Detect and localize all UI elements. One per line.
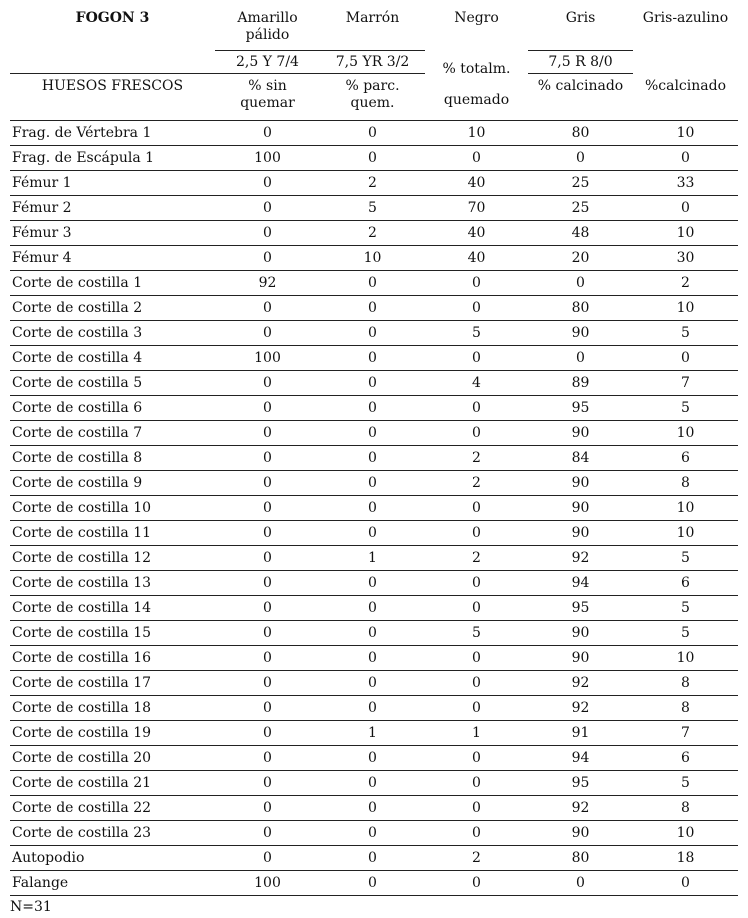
cell-sin-quemar: 0 bbox=[215, 371, 320, 396]
cell-parc-quem: 0 bbox=[320, 521, 425, 546]
cell-calcinado-azulino: 7 bbox=[633, 371, 738, 396]
header-color-amarillo: Amarillo pálido bbox=[237, 10, 298, 43]
cell-totalm-quemado: 0 bbox=[425, 271, 528, 296]
cell-sin-quemar: 100 bbox=[215, 871, 320, 896]
table-row bbox=[10, 196, 738, 221]
cell-calcinado-azulino: 5 bbox=[633, 321, 738, 346]
cell-totalm-quemado: 0 bbox=[425, 671, 528, 696]
cell-parc-quem: 0 bbox=[320, 596, 425, 621]
cell-calcinado-azulino: 6 bbox=[633, 571, 738, 596]
cell-sin-quemar: 0 bbox=[215, 621, 320, 646]
measure-sin-quemar: % sin quemar bbox=[240, 78, 295, 111]
table-row bbox=[10, 121, 738, 146]
sample-size-note: N=31 bbox=[10, 899, 52, 915]
cell-sin-quemar: 0 bbox=[215, 596, 320, 621]
table-row bbox=[10, 821, 738, 846]
table-row bbox=[10, 346, 738, 371]
table-row bbox=[10, 646, 738, 671]
row-label: Corte de costilla 3 bbox=[10, 321, 215, 346]
cell-calcinado: 0 bbox=[528, 146, 633, 171]
measure-calcinado: % calcinado bbox=[537, 78, 624, 94]
table-row bbox=[10, 146, 738, 171]
cell-calcinado-azulino: 8 bbox=[633, 696, 738, 721]
cell-calcinado: 95 bbox=[528, 396, 633, 421]
cell-sin-quemar: 0 bbox=[215, 746, 320, 771]
cell-calcinado-azulino: 8 bbox=[633, 671, 738, 696]
cell-parc-quem: 0 bbox=[320, 296, 425, 321]
row-label: Frag. de Vértebra 1 bbox=[10, 121, 215, 146]
table-row bbox=[10, 721, 738, 746]
row-label: Falange bbox=[10, 871, 215, 896]
cell-calcinado-azulino: 0 bbox=[633, 871, 738, 896]
cell-calcinado-azulino: 6 bbox=[633, 746, 738, 771]
cell-totalm-quemado: 5 bbox=[425, 321, 528, 346]
table-row bbox=[10, 596, 738, 621]
cell-parc-quem: 0 bbox=[320, 671, 425, 696]
cell-totalm-quemado: 2 bbox=[425, 471, 528, 496]
cell-sin-quemar: 0 bbox=[215, 296, 320, 321]
measure-calcinado-azulino: %calcinado bbox=[644, 78, 727, 94]
table-row bbox=[10, 371, 738, 396]
cell-calcinado-azulino: 5 bbox=[633, 396, 738, 421]
cell-calcinado-azulino: 10 bbox=[633, 421, 738, 446]
cell-parc-quem: 0 bbox=[320, 621, 425, 646]
row-label: Corte de costilla 8 bbox=[10, 446, 215, 471]
table-row bbox=[10, 246, 738, 271]
row-label: Corte de costilla 6 bbox=[10, 396, 215, 421]
cell-calcinado-azulino: 10 bbox=[633, 646, 738, 671]
cell-calcinado-azulino: 18 bbox=[633, 846, 738, 871]
header-rule-gris bbox=[528, 50, 633, 51]
header-rule-left bbox=[215, 50, 425, 51]
cell-parc-quem: 2 bbox=[320, 221, 425, 246]
cell-parc-quem: 1 bbox=[320, 721, 425, 746]
header-color-gris: Gris bbox=[565, 10, 596, 26]
cell-calcinado: 92 bbox=[528, 671, 633, 696]
row-label: Corte de costilla 20 bbox=[10, 746, 215, 771]
row-label: Corte de costilla 11 bbox=[10, 521, 215, 546]
cell-calcinado: 90 bbox=[528, 421, 633, 446]
cell-calcinado: 95 bbox=[528, 771, 633, 796]
cell-sin-quemar: 0 bbox=[215, 196, 320, 221]
row-label: Corte de costilla 5 bbox=[10, 371, 215, 396]
cell-parc-quem: 0 bbox=[320, 746, 425, 771]
row-label: Corte de costilla 22 bbox=[10, 796, 215, 821]
cell-totalm-quemado: 70 bbox=[425, 196, 528, 221]
cell-sin-quemar: 0 bbox=[215, 171, 320, 196]
cell-calcinado: 80 bbox=[528, 846, 633, 871]
cell-parc-quem: 0 bbox=[320, 871, 425, 896]
table-row bbox=[10, 296, 738, 321]
cell-calcinado-azulino: 10 bbox=[633, 121, 738, 146]
cell-calcinado: 90 bbox=[528, 321, 633, 346]
table-row bbox=[10, 321, 738, 346]
cell-parc-quem: 5 bbox=[320, 196, 425, 221]
table-row bbox=[10, 496, 738, 521]
cell-sin-quemar: 0 bbox=[215, 846, 320, 871]
cell-calcinado: 94 bbox=[528, 571, 633, 596]
cell-calcinado-azulino: 10 bbox=[633, 296, 738, 321]
cell-calcinado-azulino: 8 bbox=[633, 796, 738, 821]
data-table bbox=[10, 121, 738, 896]
cell-parc-quem: 10 bbox=[320, 246, 425, 271]
table-row bbox=[10, 446, 738, 471]
cell-sin-quemar: 0 bbox=[215, 246, 320, 271]
cell-calcinado-azulino: 10 bbox=[633, 821, 738, 846]
cell-sin-quemar: 0 bbox=[215, 771, 320, 796]
cell-calcinado-azulino: 0 bbox=[633, 146, 738, 171]
cell-totalm-quemado: 0 bbox=[425, 696, 528, 721]
cell-calcinado: 84 bbox=[528, 446, 633, 471]
table-row bbox=[10, 571, 738, 596]
section-label: HUESOS FRESCOS bbox=[41, 78, 184, 94]
header-color-negro: Negro bbox=[454, 10, 499, 26]
cell-totalm-quemado: 2 bbox=[425, 546, 528, 571]
cell-calcinado: 90 bbox=[528, 621, 633, 646]
cell-totalm-quemado: 0 bbox=[425, 421, 528, 446]
row-label: Corte de costilla 10 bbox=[10, 496, 215, 521]
row-label: Corte de costilla 12 bbox=[10, 546, 215, 571]
row-label: Corte de costilla 13 bbox=[10, 571, 215, 596]
row-label: Corte de costilla 9 bbox=[10, 471, 215, 496]
cell-calcinado: 95 bbox=[528, 596, 633, 621]
cell-calcinado: 90 bbox=[528, 646, 633, 671]
cell-calcinado: 89 bbox=[528, 371, 633, 396]
cell-totalm-quemado: 0 bbox=[425, 796, 528, 821]
table-row bbox=[10, 396, 738, 421]
row-label: Corte de costilla 1 bbox=[10, 271, 215, 296]
cell-calcinado: 80 bbox=[528, 121, 633, 146]
row-label: Corte de costilla 15 bbox=[10, 621, 215, 646]
row-label: Corte de costilla 21 bbox=[10, 771, 215, 796]
cell-calcinado-azulino: 7 bbox=[633, 721, 738, 746]
table-row bbox=[10, 696, 738, 721]
cell-parc-quem: 0 bbox=[320, 846, 425, 871]
table-row bbox=[10, 846, 738, 871]
cell-totalm-quemado: 2 bbox=[425, 846, 528, 871]
cell-totalm-quemado: 0 bbox=[425, 296, 528, 321]
cell-totalm-quemado: 5 bbox=[425, 621, 528, 646]
table-row bbox=[10, 671, 738, 696]
cell-sin-quemar: 0 bbox=[215, 546, 320, 571]
cell-calcinado-azulino: 33 bbox=[633, 171, 738, 196]
cell-parc-quem: 0 bbox=[320, 396, 425, 421]
cell-parc-quem: 0 bbox=[320, 346, 425, 371]
row-label: Corte de costilla 7 bbox=[10, 421, 215, 446]
cell-totalm-quemado: 4 bbox=[425, 371, 528, 396]
cell-calcinado: 90 bbox=[528, 496, 633, 521]
cell-sin-quemar: 0 bbox=[215, 821, 320, 846]
cell-calcinado: 94 bbox=[528, 746, 633, 771]
cell-calcinado-azulino: 6 bbox=[633, 446, 738, 471]
cell-parc-quem: 0 bbox=[320, 771, 425, 796]
header-rule-main-left bbox=[10, 73, 425, 74]
cell-calcinado-azulino: 30 bbox=[633, 246, 738, 271]
cell-sin-quemar: 0 bbox=[215, 796, 320, 821]
cell-sin-quemar: 0 bbox=[215, 671, 320, 696]
cell-sin-quemar: 0 bbox=[215, 496, 320, 521]
measure-parc-quem: % parc. quem. bbox=[345, 78, 400, 111]
row-label: Fémur 1 bbox=[10, 171, 215, 196]
cell-totalm-quemado: 0 bbox=[425, 346, 528, 371]
cell-sin-quemar: 0 bbox=[215, 646, 320, 671]
header-rule-main-gris bbox=[528, 73, 633, 74]
cell-sin-quemar: 0 bbox=[215, 721, 320, 746]
row-label: Corte de costilla 17 bbox=[10, 671, 215, 696]
row-label: Corte de costilla 4 bbox=[10, 346, 215, 371]
cell-sin-quemar: 0 bbox=[215, 121, 320, 146]
cell-calcinado-azulino: 10 bbox=[633, 221, 738, 246]
cell-calcinado: 92 bbox=[528, 546, 633, 571]
cell-sin-quemar: 0 bbox=[215, 571, 320, 596]
cell-calcinado-azulino: 5 bbox=[633, 596, 738, 621]
cell-totalm-quemado: 0 bbox=[425, 821, 528, 846]
table-row bbox=[10, 796, 738, 821]
cell-calcinado: 90 bbox=[528, 471, 633, 496]
cell-calcinado: 91 bbox=[528, 721, 633, 746]
cell-totalm-quemado: 40 bbox=[425, 246, 528, 271]
cell-calcinado: 0 bbox=[528, 346, 633, 371]
cell-calcinado-azulino: 5 bbox=[633, 621, 738, 646]
row-label: Fémur 4 bbox=[10, 246, 215, 271]
cell-sin-quemar: 100 bbox=[215, 146, 320, 171]
cell-parc-quem: 2 bbox=[320, 171, 425, 196]
cell-sin-quemar: 0 bbox=[215, 421, 320, 446]
measure-totalm-quemado: % totalm. quemado bbox=[442, 61, 511, 108]
table-header bbox=[10, 8, 738, 121]
cell-totalm-quemado: 1 bbox=[425, 721, 528, 746]
cell-totalm-quemado: 2 bbox=[425, 446, 528, 471]
cell-calcinado-azulino: 2 bbox=[633, 271, 738, 296]
row-label: Corte de costilla 18 bbox=[10, 696, 215, 721]
cell-parc-quem: 0 bbox=[320, 571, 425, 596]
cell-parc-quem: 0 bbox=[320, 321, 425, 346]
cell-parc-quem: 0 bbox=[320, 446, 425, 471]
table-row bbox=[10, 421, 738, 446]
table-row bbox=[10, 271, 738, 296]
cell-calcinado: 48 bbox=[528, 221, 633, 246]
table-row bbox=[10, 521, 738, 546]
table-row bbox=[10, 171, 738, 196]
cell-calcinado: 0 bbox=[528, 871, 633, 896]
cell-totalm-quemado: 0 bbox=[425, 771, 528, 796]
table-row bbox=[10, 871, 738, 896]
header-color-marron: Marrón bbox=[345, 10, 400, 26]
cell-calcinado: 90 bbox=[528, 821, 633, 846]
cell-parc-quem: 0 bbox=[320, 496, 425, 521]
cell-calcinado: 20 bbox=[528, 246, 633, 271]
munsell-gris: 7,5 R 8/0 bbox=[548, 54, 613, 70]
cell-sin-quemar: 0 bbox=[215, 396, 320, 421]
cell-totalm-quemado: 10 bbox=[425, 121, 528, 146]
row-label: Corte de costilla 16 bbox=[10, 646, 215, 671]
cell-calcinado-azulino: 8 bbox=[633, 471, 738, 496]
cell-parc-quem: 0 bbox=[320, 696, 425, 721]
row-label: Corte de costilla 14 bbox=[10, 596, 215, 621]
cell-parc-quem: 0 bbox=[320, 121, 425, 146]
cell-calcinado: 90 bbox=[528, 521, 633, 546]
cell-totalm-quemado: 40 bbox=[425, 221, 528, 246]
cell-calcinado: 80 bbox=[528, 296, 633, 321]
cell-parc-quem: 1 bbox=[320, 546, 425, 571]
header-rule-bottom bbox=[10, 120, 738, 121]
cell-totalm-quemado: 0 bbox=[425, 146, 528, 171]
cell-totalm-quemado: 0 bbox=[425, 571, 528, 596]
cell-totalm-quemado: 0 bbox=[425, 746, 528, 771]
cell-calcinado-azulino: 0 bbox=[633, 346, 738, 371]
cell-calcinado-azulino: 5 bbox=[633, 771, 738, 796]
cell-sin-quemar: 0 bbox=[215, 321, 320, 346]
cell-sin-quemar: 0 bbox=[215, 446, 320, 471]
cell-parc-quem: 0 bbox=[320, 271, 425, 296]
cell-calcinado: 92 bbox=[528, 696, 633, 721]
row-label: Fémur 2 bbox=[10, 196, 215, 221]
cell-parc-quem: 0 bbox=[320, 821, 425, 846]
cell-calcinado: 25 bbox=[528, 171, 633, 196]
table-title: FOGON 3 bbox=[75, 10, 150, 26]
cell-totalm-quemado: 0 bbox=[425, 871, 528, 896]
cell-parc-quem: 0 bbox=[320, 796, 425, 821]
cell-totalm-quemado: 0 bbox=[425, 596, 528, 621]
cell-sin-quemar: 100 bbox=[215, 346, 320, 371]
table-row bbox=[10, 546, 738, 571]
row-label: Autopodio bbox=[10, 846, 215, 871]
cell-calcinado-azulino: 10 bbox=[633, 521, 738, 546]
cell-sin-quemar: 0 bbox=[215, 521, 320, 546]
cell-sin-quemar: 0 bbox=[215, 471, 320, 496]
cell-parc-quem: 0 bbox=[320, 646, 425, 671]
header-color-gris-azulino: Gris-azulino bbox=[642, 10, 729, 26]
row-label: Corte de costilla 23 bbox=[10, 821, 215, 846]
munsell-amarillo: 2,5 Y 7/4 bbox=[236, 54, 299, 70]
cell-calcinado-azulino: 5 bbox=[633, 546, 738, 571]
cell-totalm-quemado: 0 bbox=[425, 521, 528, 546]
table-row bbox=[10, 771, 738, 796]
cell-sin-quemar: 92 bbox=[215, 271, 320, 296]
cell-parc-quem: 0 bbox=[320, 471, 425, 496]
cell-parc-quem: 0 bbox=[320, 421, 425, 446]
cell-calcinado: 25 bbox=[528, 196, 633, 221]
cell-totalm-quemado: 0 bbox=[425, 396, 528, 421]
munsell-marron: 7,5 YR 3/2 bbox=[335, 54, 410, 70]
row-label: Fémur 3 bbox=[10, 221, 215, 246]
cell-sin-quemar: 0 bbox=[215, 221, 320, 246]
cell-parc-quem: 0 bbox=[320, 371, 425, 396]
row-label: Frag. de Escápula 1 bbox=[10, 146, 215, 171]
document bbox=[10, 8, 738, 915]
cell-totalm-quemado: 40 bbox=[425, 171, 528, 196]
cell-calcinado: 0 bbox=[528, 271, 633, 296]
row-label: Corte de costilla 19 bbox=[10, 721, 215, 746]
cell-totalm-quemado: 0 bbox=[425, 646, 528, 671]
cell-calcinado: 92 bbox=[528, 796, 633, 821]
table-row bbox=[10, 746, 738, 771]
cell-sin-quemar: 0 bbox=[215, 696, 320, 721]
cell-calcinado-azulino: 10 bbox=[633, 496, 738, 521]
table-row bbox=[10, 471, 738, 496]
cell-totalm-quemado: 0 bbox=[425, 496, 528, 521]
table-row bbox=[10, 621, 738, 646]
table-row bbox=[10, 221, 738, 246]
cell-calcinado-azulino: 0 bbox=[633, 196, 738, 221]
row-label: Corte de costilla 2 bbox=[10, 296, 215, 321]
cell-parc-quem: 0 bbox=[320, 146, 425, 171]
